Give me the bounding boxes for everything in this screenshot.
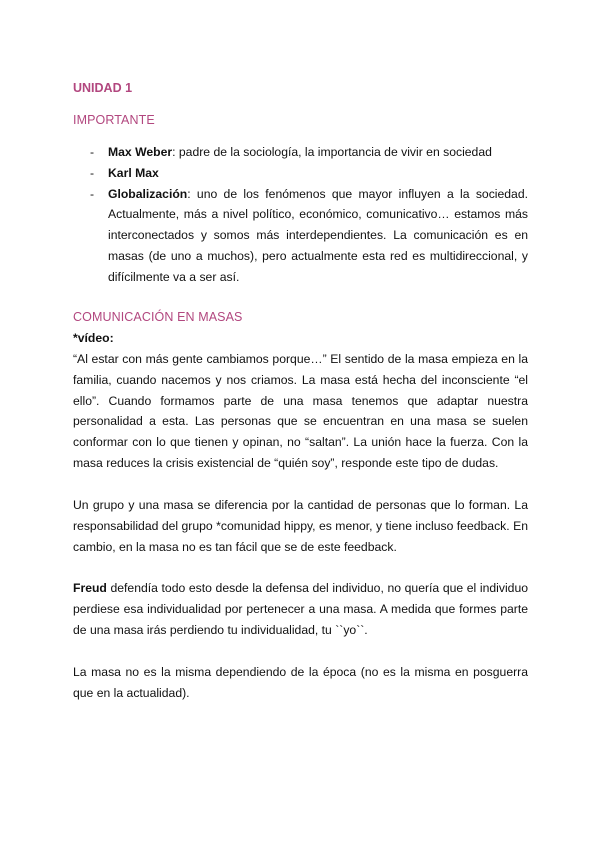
- paragraph-group-vs-mass: Un grupo y una masa se diferencia por la cantidad de personas que lo forman. La responsabilidad del grupo *comunidad hippy, es menor, y tiene incluso feedback. En cambio, en la masa no es tan fácil que se de este feedback.: [73, 498, 528, 554]
- bullet-list: [90, 142, 528, 288]
- video-label: [73, 328, 528, 349]
- bullet-term: Karl Max: [108, 165, 159, 180]
- paragraph-freud: [73, 578, 528, 640]
- freud-name: Freud: [73, 581, 107, 595]
- bullet-dash: -: [90, 145, 95, 159]
- bullet-dash: -: [90, 186, 95, 201]
- unit-title: UNIDAD 1: [73, 81, 133, 95]
- bullet-text: : uno de los fenómenos que mayor influyen a la sociedad. Actualmente, más a nivel político, económico, comunicativo… estamos más interconectados y somos más interdependientes. La comunicación es en masas (de uno a muchos), pero actualmente esta red es multidireccional, y difícilmente va a ser así.: [108, 186, 528, 284]
- paragraph-mass-behaviour: “Al estar con más gente cambiamos porque…” El sentido de la masa empieza en la familia, cuando nacemos y nos criamos. La masa está hecha del inconsciente “el ello”. Cuando formamos parte de una masa tenemos que adaptar nuestra personalidad a esta. Las personas que se encuentran en una masa se suelen conformar con lo que tienen y opinan, no “saltan”. La unión hace la fuerza. Con la masa reduces la crisis existencial de “quién soy”, responde este tipo de dudas.: [73, 352, 528, 470]
- section-heading-mass-communication: COMUNICACIÓN EN MASAS: [73, 310, 243, 324]
- bullet-term: Globalización: [108, 186, 188, 201]
- section-heading-important: IMPORTANTE: [73, 113, 155, 127]
- freud-text: defendía todo esto desde la defensa del individuo, no quería que el individuo perdiese esa individualidad por pertenecer a una masa. A medida que formes parte de una masa irás perdiendo tu individualidad, tu ``yo``.: [73, 581, 528, 637]
- bullet-dash: -: [90, 165, 95, 180]
- bullet-term: Max Weber: [108, 145, 173, 159]
- bullet-item-max-weber: [90, 142, 528, 163]
- bullet-item-globalizacion: [90, 184, 528, 288]
- bullet-item-karl-max: [90, 163, 528, 184]
- video-label-text: *vídeo:: [73, 331, 114, 345]
- bullet-text: : padre de la sociología, la importancia de vivir en sociedad: [172, 145, 492, 159]
- paragraph-epoch: La masa no es la misma dependiendo de la época (no es la misma en posguerra que en la actualidad).: [73, 665, 528, 700]
